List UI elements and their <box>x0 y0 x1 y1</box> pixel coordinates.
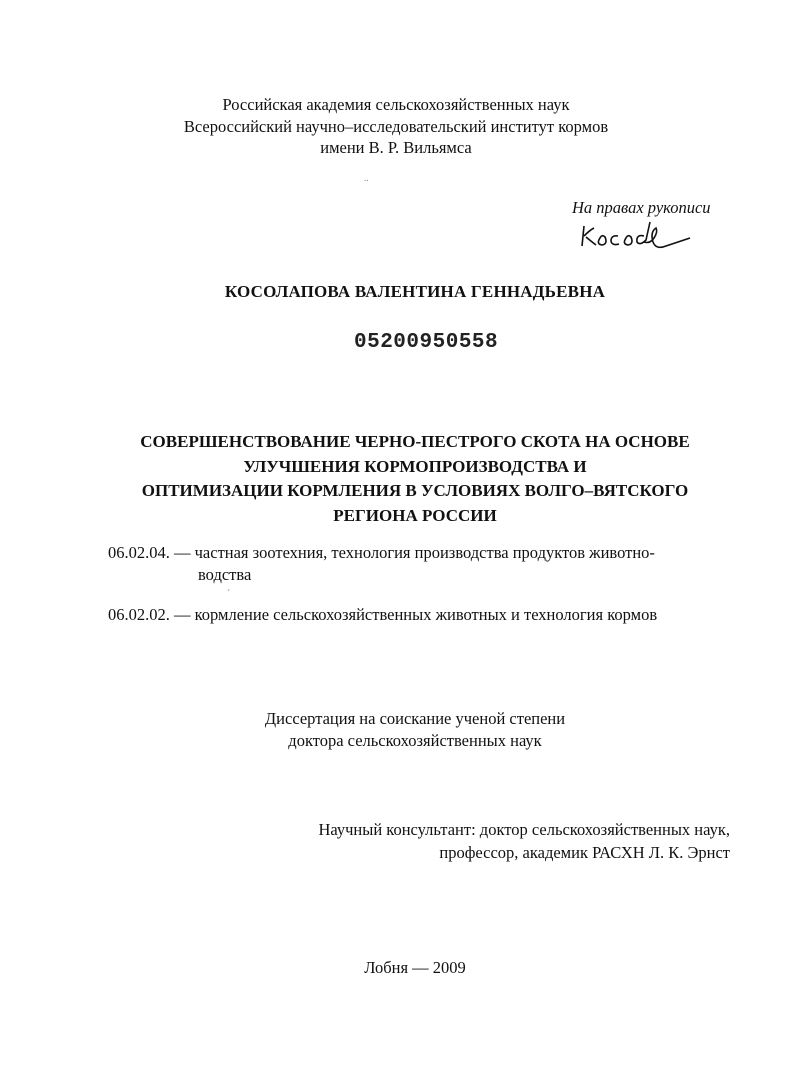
institute-named-after: имени В. Р. Вильямса <box>320 138 472 157</box>
stray-mark: .. <box>364 173 369 183</box>
dissertation-title <box>0 430 792 528</box>
consultant-line-2: профессор, академик РАСХН Л. К. Эрнст <box>439 843 730 862</box>
degree-line-2: доктора сельскохозяйственных наук <box>288 731 542 750</box>
author-name: КОСОЛАПОВА ВАЛЕНТИНА ГЕННАДЬЕВНА <box>224 282 606 301</box>
title-line-4: РЕГИОНА РОССИИ <box>333 505 497 525</box>
title-line-1: СОВЕРШЕНСТВОВАНИЕ ЧЕРНО-ПЕСТРОГО СКОТА НА ОСНОВЕ <box>140 432 690 451</box>
specialty-2 <box>108 604 657 626</box>
organization-header <box>0 94 792 159</box>
specialty-code: 06.02.02. <box>108 605 170 624</box>
title-line-3: ОПТИМИЗАЦИИ КОРМЛЕНИЯ В УСЛОВИЯХ ВОЛГО–ВЯТСКОГО <box>141 481 689 500</box>
specialty-1 <box>108 542 655 564</box>
registration-stamp-number: 05200950558 <box>354 331 499 354</box>
specialty-description: — частная зоотехния, технология производства продуктов животно- <box>174 543 655 562</box>
degree-line-1: Диссертация на соискание ученой степени <box>264 709 566 728</box>
dissertation-degree <box>0 708 792 752</box>
signature-image <box>578 218 698 250</box>
specialty-code: 06.02.04. <box>108 543 170 562</box>
academy-name: Российская академия сельскохозяйственных наук <box>222 95 570 114</box>
consultant-line-1: Научный консультант: доктор сельскохозяйственных наук, <box>318 820 730 839</box>
title-line-2: УЛУЧШЕНИЯ КОРМОПРОИЗВОДСТВА И <box>243 456 587 476</box>
specialty-description: — кормление сельскохозяйственных животных и технология кормов <box>174 605 658 624</box>
manuscript-rights-label: На правах рукописи <box>572 198 711 217</box>
signature-icon <box>578 218 698 250</box>
institute-name: Всероссийский научно–исследовательский институт кормов <box>183 116 609 136</box>
stray-tick-mark: ˊ <box>227 588 230 598</box>
city-year: Лобня — 2009 <box>364 958 466 977</box>
scientific-consultant <box>318 818 730 864</box>
specialty-1-continuation: водства <box>198 565 252 584</box>
